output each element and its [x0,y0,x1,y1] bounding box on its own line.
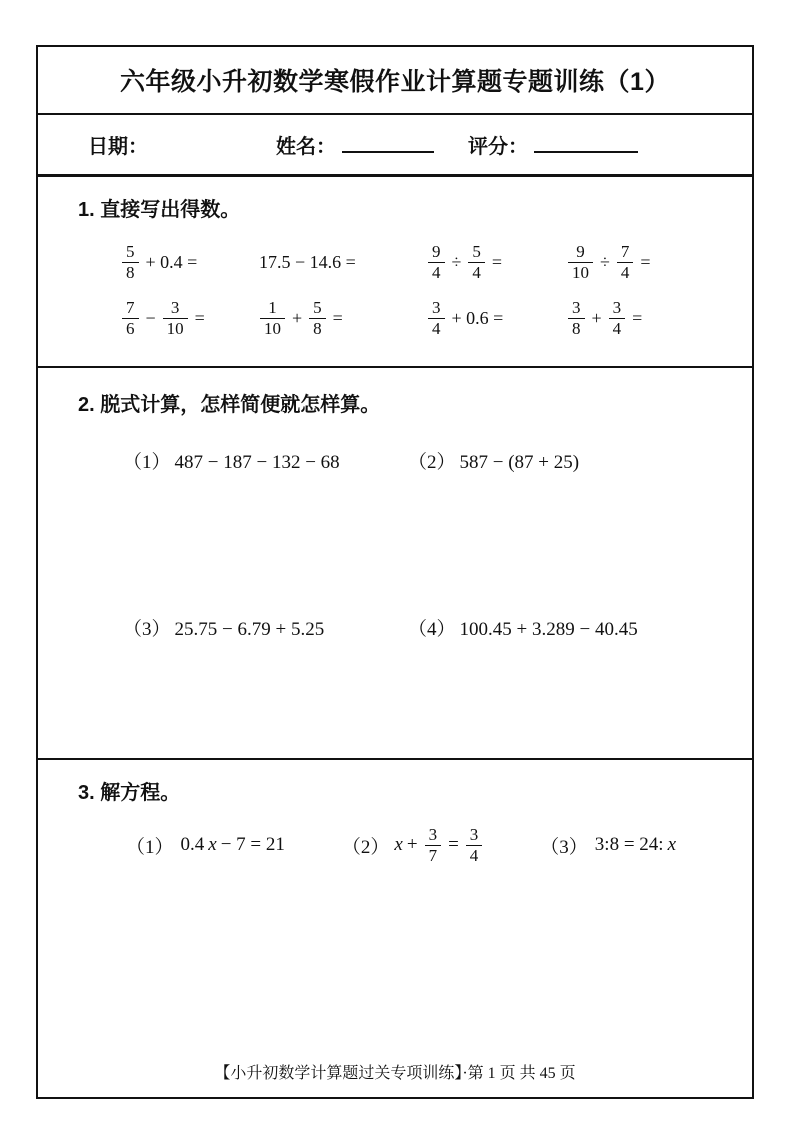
page-title: 六年级小升初数学寒假作业计算题专题训练（1） [120,68,670,96]
section-2-problems [123,447,724,641]
fraction [609,298,626,338]
math-text: − [145,307,156,328]
name-blank [342,131,434,153]
date-label: 日期： [88,136,148,158]
problem-number: （2） [408,452,456,473]
equation-problem-1 [126,832,288,859]
problem-expression [592,834,677,856]
fraction [260,298,285,338]
math-text: + [591,307,602,328]
fraction-denominator: 4 [617,262,634,283]
fraction [428,298,445,338]
fraction-denominator: 4 [609,318,626,339]
section-1-heading: 1. 直接写出得数。 [78,199,241,221]
math-text: ÷ [600,251,610,272]
calc-problem-8 [564,298,724,338]
fraction-numerator: 7 [126,298,135,318]
name-label: 姓名： [276,136,336,158]
fraction-denominator: 8 [568,318,585,339]
math-variable: x [667,834,677,856]
calc-problem-3 [424,242,564,282]
stepwise-problem-2 [408,447,724,474]
problem-number: （3） [540,836,588,858]
fraction-numerator: 3 [428,825,438,844]
stepwise-problem-3 [123,614,408,641]
fraction [617,242,634,282]
math-text: = [491,251,503,272]
calc-problem-5 [118,298,256,338]
problem-expression: 100.45 + 3.289 − 40.45 [459,619,638,640]
math-text: 3:8 = 24: [594,834,664,856]
calc-problem-6 [256,298,424,338]
math-text: = [332,307,343,328]
fraction-numerator: 5 [126,242,135,261]
equation-problem-3 [540,832,677,859]
fraction [122,242,139,282]
fraction-numerator: 7 [620,242,630,261]
score-label: 评分： [468,136,528,158]
fraction-denominator: 10 [260,318,285,339]
title-row [38,47,752,115]
math-text: + 0.4 = [145,251,198,272]
stepwise-problem-4 [408,614,724,641]
math-text: = [194,307,205,328]
section-2-heading: 2. 脱式计算，怎样简便就怎样算。 [78,394,381,416]
fraction [122,298,139,338]
section-1 [38,177,752,368]
calc-problem-2 [256,242,424,282]
math-text: = [640,251,651,272]
worksheet-frame [36,45,754,1099]
problem-number: （1） [126,836,174,858]
fraction-numerator: 5 [313,298,322,318]
fraction-numerator: 3 [170,298,180,318]
fraction-numerator: 3 [432,298,441,318]
problem-number: （4） [408,619,456,640]
problem-expression: 25.75 − 6.79 + 5.25 [174,619,325,640]
section-2 [38,368,752,760]
fraction-denominator: 10 [568,262,593,283]
fraction-numerator: 9 [432,242,441,261]
fraction-numerator: 3 [469,825,479,844]
section-3-heading: 3. 解方程。 [78,782,181,804]
section-3 [38,760,752,1097]
name-group [276,130,434,159]
fraction-numerator: 3 [572,298,581,318]
fraction [568,298,585,338]
calc-problem-1 [118,242,256,282]
fraction-denominator: 8 [122,262,139,283]
fraction-numerator: 3 [612,298,622,318]
fraction-denominator: 4 [428,318,445,339]
math-text: + [406,834,418,856]
calc-problem-7 [424,298,564,338]
problem-expression: 487 − 187 − 132 − 68 [174,452,340,473]
problem-number: （3） [123,619,171,640]
math-text: = [448,834,459,856]
problem-expression [393,825,486,865]
problem-number: （1） [123,452,171,473]
page-footer: 【小升初数学计算题过关专项训练】·第 1 页 共 45 页 [214,1065,576,1082]
equation-problem-2 [342,825,486,865]
stepwise-problem-1 [123,447,408,474]
score-group [468,130,638,159]
fraction-denominator: 8 [309,318,326,339]
info-row [38,115,752,177]
fraction-denominator: 4 [428,262,445,283]
math-text: + 0.6 = [451,307,504,328]
fraction [466,825,483,865]
math-variable: x [208,834,217,856]
fraction [309,298,326,338]
fraction [163,298,188,338]
fraction [425,825,442,865]
math-text: − 7 = 21 [220,834,285,856]
fraction-numerator: 1 [268,298,277,318]
calc-problem-4 [564,242,724,282]
math-variable: x [394,834,403,856]
fraction-denominator: 4 [468,262,485,283]
math-text: + [292,307,303,328]
score-blank [534,131,638,153]
math-text: 0.4 [180,834,205,856]
fraction-denominator: 4 [466,845,483,866]
math-text: ÷ [451,251,462,272]
fraction [468,242,485,282]
fraction-denominator: 10 [163,318,188,339]
fraction [568,242,593,282]
problem-expression: 587 − (87 + 25) [459,452,580,473]
problem-expression [178,834,288,856]
fraction-denominator: 7 [425,845,442,866]
section-1-problems [118,242,724,338]
math-text: = [632,307,643,328]
fraction-denominator: 6 [122,318,139,339]
section-3-problems [126,825,724,865]
fraction [428,242,445,282]
fraction-numerator: 5 [472,242,481,261]
fraction-numerator: 9 [576,242,585,261]
problem-number: （2） [341,836,390,858]
math-text: 17.5 − 14.6 = [259,251,356,272]
